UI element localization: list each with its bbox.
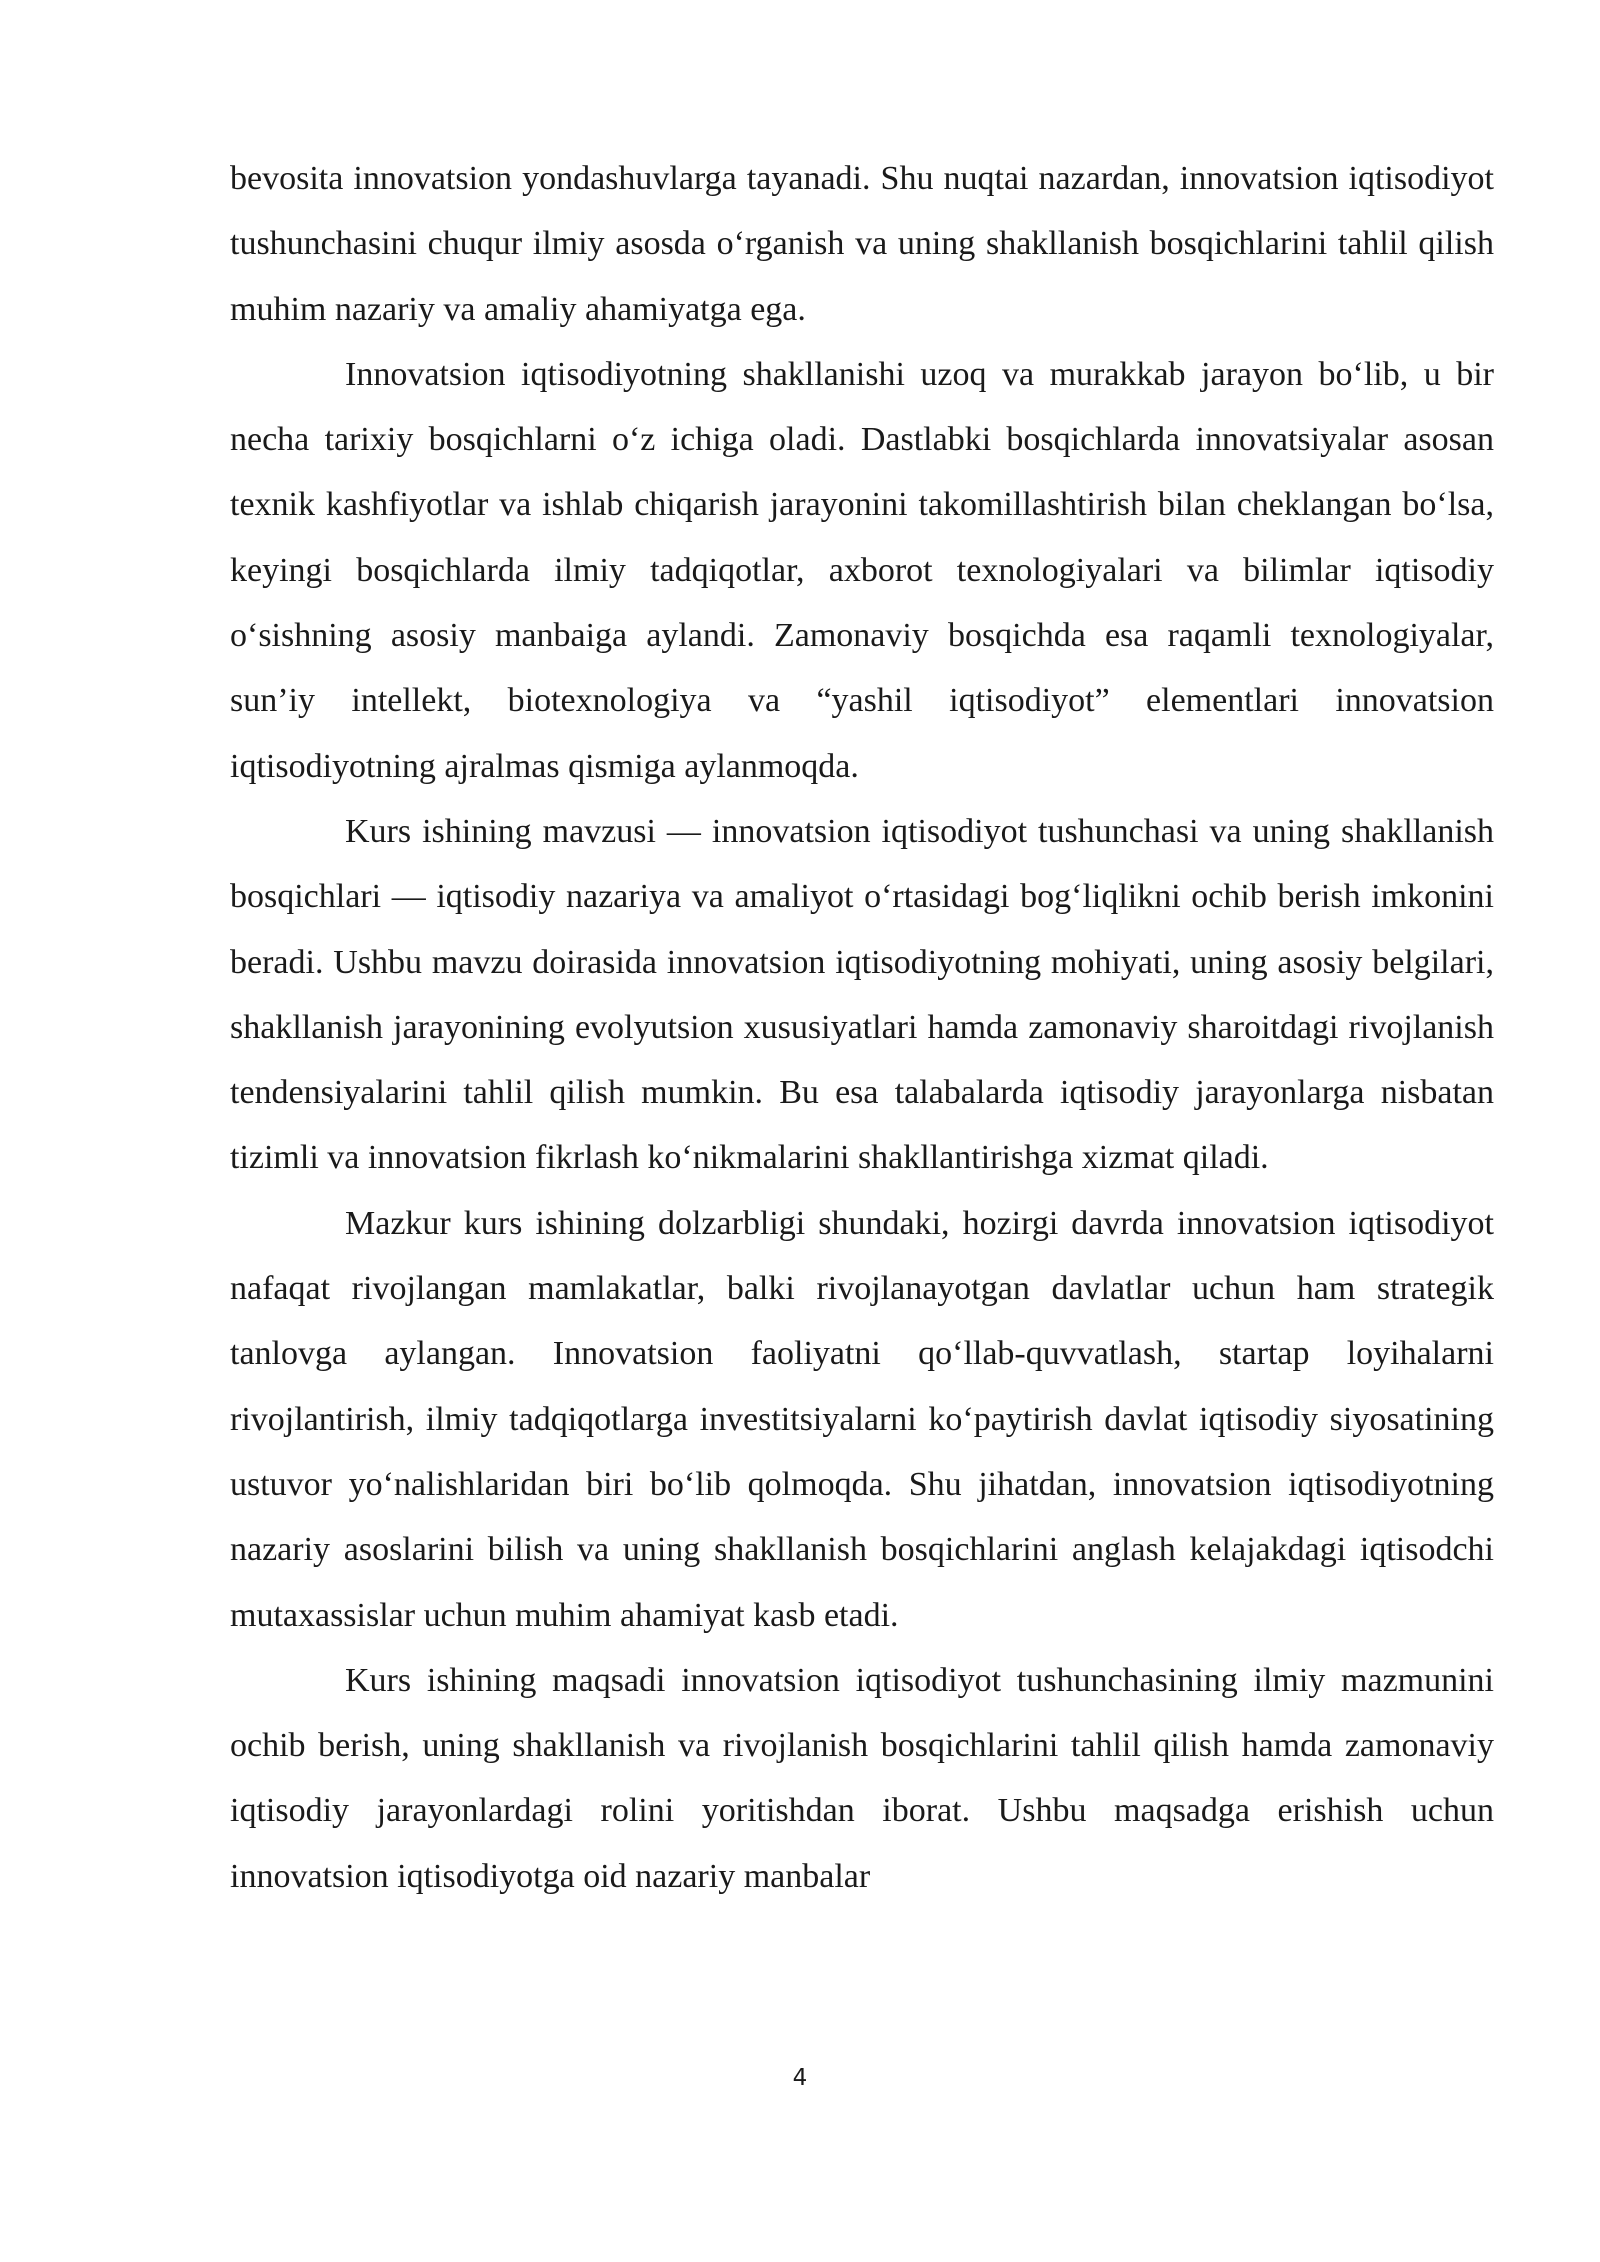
page-number: 4 <box>792 2065 808 2091</box>
paragraph-5: Kurs ishining maqsadi innovatsion iqtisodiyot tushunchasining ilmiy mazmunini ochib berish, uning shakllanish va rivojlanish bosqichlarini tahlil qilish hamda zamonaviy iqtisodiy jarayonlardagi rolini yoritishdan iborat. Ushbu maqsadga erishish uchun innovatsion iqtisodiyotga oid nazariy manbalar <box>230 1661 1494 1895</box>
paragraph-2: Innovatsion iqtisodiyotning shakllanishi uzoq va murakkab jarayon bo‘lib, u bir necha tarixiy bosqichlarni o‘z ichiga oladi. Dastlabki bosqichlarda innovatsiyalar asosan texnik kashfiyotlar va ishlab chiqarish jarayonini takomillashtirish bilan cheklangan bo‘lsa, keyingi bosqichlarda ilmiy tadqiqotlar, axborot texnologiyalari va bilimlar iqtisodiy o‘sishning asosiy manbaiga aylandi. Zamonaviy bosqichda esa raqamli texnologiyalar, sun’iy intellekt, biotexnologiya va “yashil iqtisodiyot” elementlari innovatsion iqtisodiyotning ajralmas qismiga aylanmoqda. <box>230 355 1494 785</box>
paragraph-3: Kurs ishining mavzusi — innovatsion iqtisodiyot tushunchasi va uning shakllanish bosqichlari — iqtisodiy nazariya va amaliyot o‘rtasidagi bog‘liqlikni ochib berish imkonini beradi. Ushbu mavzu doirasida innovatsion iqtisodiyotning mohiyati, uning asosiy belgilari, shakllanish jarayonining evolyutsion xususiyatlari hamda zamonaviy sharoitdagi rivojlanish tendensiyalarini tahlil qilish mumkin. Bu esa talabalarda iqtisodiy jarayonlarga nisbatan tizimli va innovatsion fikrlash ko‘nikmalarini shakllantirishga xizmat qiladi. <box>230 812 1494 1177</box>
paragraph-1: bevosita innovatsion yondashuvlarga tayanadi. Shu nuqtai nazardan, innovatsion iqtisodiyot tushunchasini chuqur ilmiy asosda o‘rganish va uning shakllanish bosqichlarini tahlil qilish muhim nazariy va amaliy ahamiyatga ega. <box>230 160 1494 328</box>
paragraph-4: Mazkur kurs ishining dolzarbligi shundaki, hozirgi davrda innovatsion iqtisodiyot nafaqat rivojlangan mamlakatlar, balki rivojlanayotgan davlatlar uchun ham strategik tanlovga aylangan. Innovatsion faoliyatni qo‘llab-quvvatlash, startap loyihalarni rivojlantirish, ilmiy tadqiqotlarga investitsiyalarni ko‘paytirish davlat iqtisodiy siyosatining ustuvor yo‘nalishlaridan biri bo‘lib qolmoqda. Shu jihatdan, innovatsion iqtisodiyotning nazariy asoslarini bilish va uning shakllanish bosqichlarini anglash kelajakdagi iqtisodchi mutaxassislar uchun muhim ahamiyat kasb etadi. <box>230 1204 1494 1634</box>
body-text <box>230 146 1494 1909</box>
